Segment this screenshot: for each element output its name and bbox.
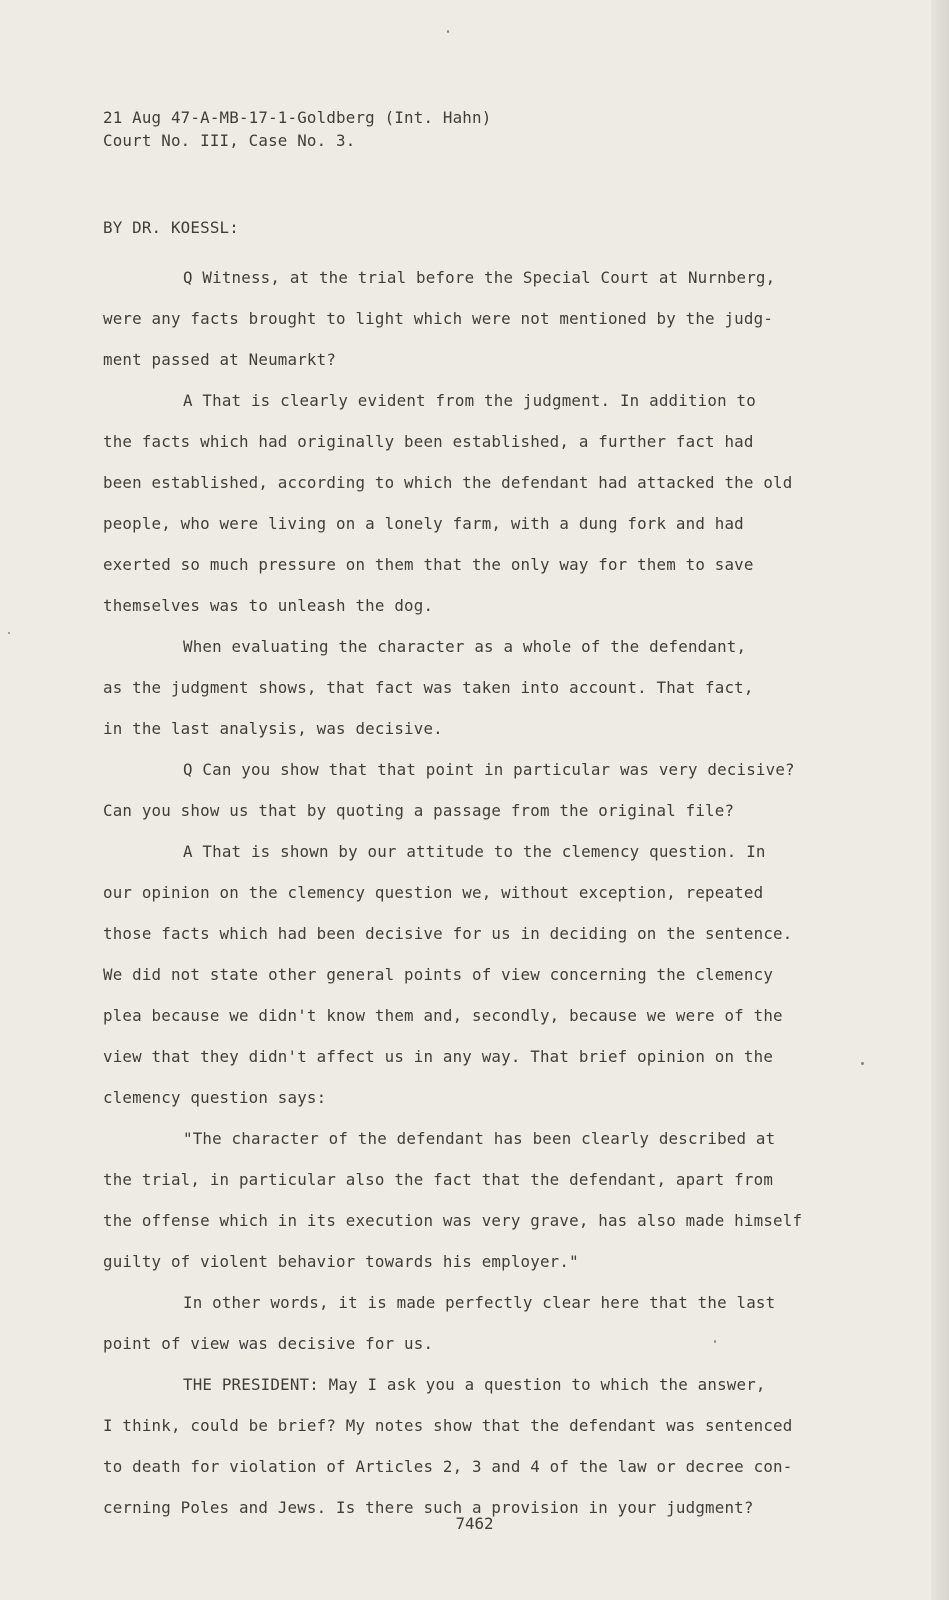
paragraph-line: Q Witness, at the trial before the Special Court at Nurnberg, [183, 268, 776, 287]
paper-speck [714, 1340, 716, 1343]
paragraph-line: A That is shown by our attitude to the clemency question. In [183, 842, 766, 861]
paper-speck [447, 30, 449, 33]
paragraph-line: the trial, in particular also the fact that the defendant, apart from [103, 1170, 774, 1189]
page-edge-shadow [931, 0, 949, 1600]
paragraph [103, 749, 843, 831]
paragraph-line: our opinion on the clemency question we, without exception, repeated [103, 883, 764, 902]
paragraph-line: in the last analysis, was decisive. [103, 719, 443, 738]
page-number: 7462 [455, 1514, 494, 1533]
paragraph [103, 380, 843, 626]
paragraph-line: Q Can you show that that point in particular was very decisive? [183, 760, 795, 779]
paragraph-line: were any facts brought to light which were not mentioned by the judg- [103, 309, 774, 328]
paragraph [103, 1118, 843, 1282]
paragraph-line: I think, could be brief? My notes show that the defendant was sentenced [103, 1416, 793, 1435]
speaker-heading: BY DR. KOESSL: [103, 218, 239, 237]
paragraph-line: cerning Poles and Jews. Is there such a provision in your judgment? [103, 1498, 754, 1517]
paragraph-line: In other words, it is made perfectly clear here that the last [183, 1293, 776, 1312]
paragraph-line: been established, according to which the defendant had attacked the old [103, 473, 793, 492]
paragraph-line: point of view was decisive for us. [103, 1334, 434, 1353]
paper-speck [8, 632, 10, 634]
paragraph-line: themselves was to unleash the dog. [103, 596, 434, 615]
paragraph-line: those facts which had been decisive for us in deciding on the sentence. [103, 924, 793, 943]
paragraph-line: THE PRESIDENT: May I ask you a question to which the answer, [183, 1375, 766, 1394]
paragraph [103, 1364, 843, 1528]
paragraph-line: "The character of the defendant has been clearly described at [183, 1129, 776, 1148]
header-reference-line: 21 Aug 47-A-MB-17-1-Goldberg (Int. Hahn) [103, 108, 492, 127]
paragraph-line: view that they didn't affect us in any way. That brief opinion on the [103, 1047, 774, 1066]
paragraph-line: as the judgment shows, that fact was taken into account. That fact, [103, 678, 754, 697]
paragraph-line: ment passed at Neumarkt? [103, 350, 337, 369]
paragraph-container [103, 257, 843, 1528]
transcript-body [103, 106, 843, 1528]
paragraph-line: clemency question says: [103, 1088, 327, 1107]
paragraph-line: to death for violation of Articles 2, 3 and 4 of the law or decree con- [103, 1457, 793, 1476]
paragraph-line: plea because we didn't know them and, secondly, because we were of the [103, 1006, 783, 1025]
paragraph-line: the facts which had originally been established, a further fact had [103, 432, 754, 451]
paragraph-line: guilty of violent behavior towards his employer." [103, 1252, 579, 1271]
paragraph-line: Can you show us that by quoting a passage from the original file? [103, 801, 735, 820]
paragraph-line: When evaluating the character as a whole of the defendant, [183, 637, 747, 656]
paragraph-line: We did not state other general points of view concerning the clemency [103, 965, 774, 984]
paragraph-line: exerted so much pressure on them that the only way for them to save [103, 555, 754, 574]
paragraph-line: the offense which in its execution was very grave, has also made himself [103, 1211, 803, 1230]
paragraph-line: people, who were living on a lonely farm, with a dung fork and had [103, 514, 744, 533]
paragraph-line: A That is clearly evident from the judgment. In addition to [183, 391, 756, 410]
header-court-line: Court No. III, Case No. 3. [103, 131, 356, 150]
paper-speck [861, 1062, 864, 1065]
paragraph [103, 626, 843, 749]
paragraph [103, 831, 843, 1118]
paragraph [103, 1282, 843, 1364]
paragraph [103, 257, 843, 380]
